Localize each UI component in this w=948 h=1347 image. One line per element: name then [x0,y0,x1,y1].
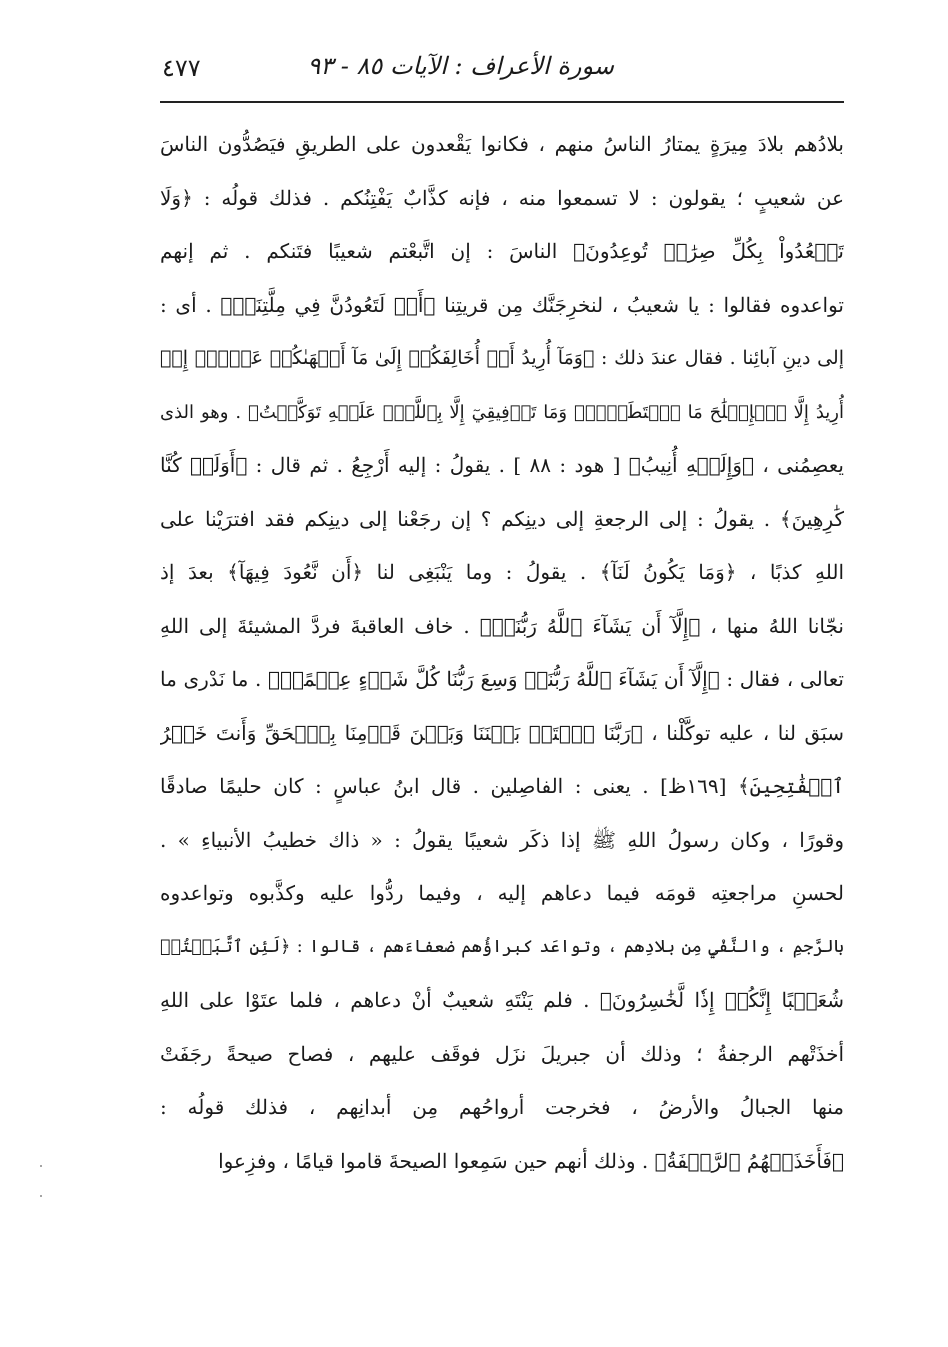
text-line: بلادُهم بلادَ مِيرَةٍ يمتارُ الناسُ منهم ، فكانوا يَقْعدون على الطريقِ فيَصُدُّون الناسَ [160,132,844,156]
margin-speck [40,1195,42,1197]
text-line: منها الجبالُ والأرضُ ، فخرجت أرواحُهم مِن أبدانِهم ، فذلك قولُه : [160,1095,844,1119]
running-title: سورة الأعراف : الآيات ٨٥ - ٩٣ [307,52,614,80]
page-number: ٤٧٧ [162,54,201,82]
text-line: وقورًا ، وكان رسولُ اللهِ ﷺ إذا ذكَر شعيبًا يقولُ : « ذاك خطيبُ الأنبياءِ » . [160,827,844,852]
text-line: تعالى ، فقال : ﴿إِلَّآ أَن يَشَآءَ ٱللَّهُ رَبُّنَاۚ وَسِعَ رَبُّنَا كُلَّ شَيۡءٍ عِلۡمًاۚ﴾ . ما نَدْرى ما [160,667,844,691]
body-text [160,118,844,1188]
text-line: لحسنِ مراجعتِه قومَه فيما دعاهم إليه ، وفيما ردُّوا عليه وكذَّبوه وتواعدوه [160,881,844,905]
text-line: أخذَتْهم الرجفةُ ؛ وذلك أن جبريلَ نزَل فوقَف عليهم ، فصاح صيحةً رجَفَتْ [160,1041,844,1066]
text-line: إلى دينِ آبائِنا . فقال عندَ ذلك : ﴿وَمَآ أُرِيدُ أَنۡ أُخَالِفَكُمۡ إِلَىٰ مَآ أَنۡهَىٰكُمۡ عَنۡهُۚ إِنۡ [160,347,844,369]
page-header [160,52,844,98]
text-line: ٱلۡفَٰتِحِينَ﴾ [١٦٩ظ] . يعنى : الفاصِلين . قال ابنُ عباسٍ : كان حليمًا صادقًا [160,774,844,798]
text-line: كَٰرِهِينَ﴾ . يقولُ : إلى الرجعةِ إلى دينِكم ؟ إن رجَعْنا إلى دينِكم فقد افترَيْنا على [160,506,844,531]
text-line: اللهِ كذبًا ، ﴿وَمَا يَكُونُ لَنَآ﴾ . يقولُ : وما يَنْبَغِى لنا ﴿أَن نَّعُودَ فِيهَآ﴾ بعدَ إذ [160,560,844,584]
text-line: نجّانا اللهُ منها ، ﴿إِلَّآ أَن يَشَآءَ ٱللَّهُ رَبُّنَاۚ﴾ . خاف العاقبةَ فردَّ المشيئةَ إلى اللهِ [160,613,844,638]
text-line: بالرَّجمِ ، والنَّفْيِ مِن بلادِهم ، وتواعَد كبراؤُهم ضعفاءَهم ، قالوا : ﴿لَئِنِ ٱتَّبَعۡتُمۡ [160,936,844,957]
text-line: تواعدوه فقالوا : يا شعيبُ ، لنخرِجَنَّك مِن قريتِنا ﴿أَوۡ لَتَعُودُنَّ فِي مِلَّتِنَاۚ﴾ . أى : [160,292,844,317]
text-line: يعصِمُنى ، ﴿وَإِلَيۡهِ أُنِيبُ﴾ [ هود : ٨٨ ] . يقولُ : إليه أَرْجِعُ . ثم قال : ﴿أَوَلَوۡ كُنَّا [160,453,844,477]
text-line: تَقۡعُدُواْ بِكُلِّ صِرَٰطٖ تُوعِدُونَ﴾ الناسَ : إن اتَّبعْتم شعيبًا فتَنكم . ثم إنهم [160,239,844,263]
text-line: شُعَيۡبًا إِنَّكُمۡ إِذٗا لَّخَٰسِرُونَ﴾ . فلم يَنْتَهِ شعيبٌ أنْ دعاهم ، فلما عتَوْا على اللهِ [160,988,844,1012]
header-divider [160,101,844,103]
margin-speck [40,1165,42,1167]
text-line: سبَق لنا ، عليه توكَّلْنا ، ﴿رَبَّنَا ٱفۡتَحۡ بَيۡنَنَا وَبَيۡنَ قَوۡمِنَا بِٱلۡحَقِّ وَأَنتَ خَيۡرُ [160,720,844,745]
text-line: ﴿فَأَخَذَتۡهُمُ ٱلرَّجۡفَةُ﴾ . وذلك أنهم حين سَمِعوا الصيحةَ قاموا قيامًا ، وفزِعوا [218,1148,844,1173]
text-line: أُرِيدُ إِلَّا ٱلۡإِصۡلَٰحَ مَا ٱسۡتَطَعۡتُۚ وَمَا تَوۡفِيقِيٓ إِلَّا بِٱللَّهِۚ عَلَيۡهِ تَوَكَّلۡتُ﴾ . وهو الذى [160,401,844,423]
text-line: عن شعيبٍ ؛ يقولون : لا تسمعوا منه ، فإنه كذَّابٌ يَفْتِنُكم . فذلك قولُه : ﴿وَلَا [160,185,844,210]
